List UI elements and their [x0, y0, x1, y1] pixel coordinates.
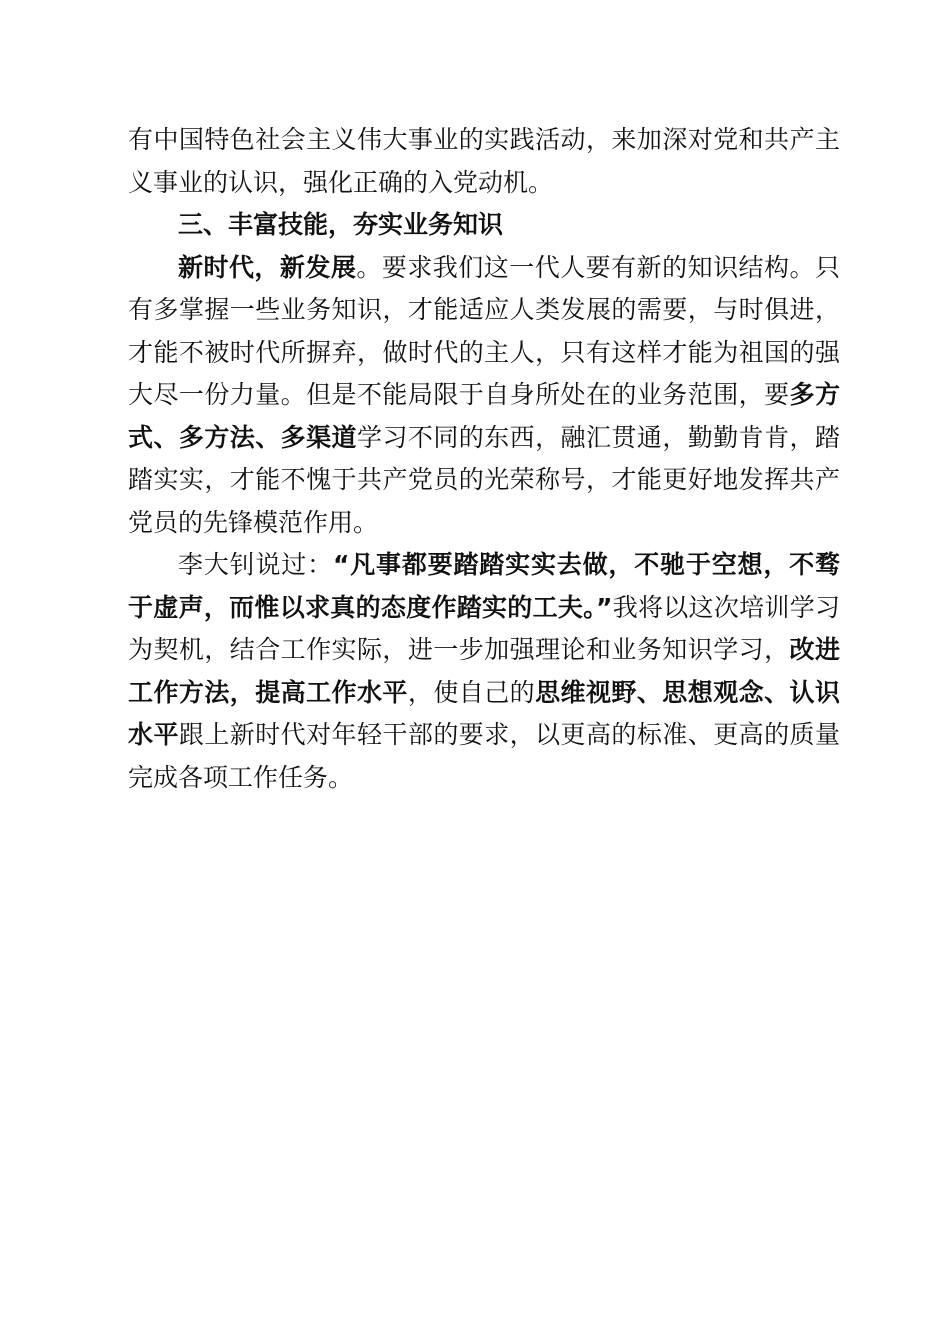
paragraph-text: ，使自己的	[407, 677, 536, 707]
bold-phrase: 改进工作方法，提高工作水平	[128, 635, 840, 707]
document-body	[128, 119, 840, 799]
paragraph-new-era	[128, 247, 840, 545]
paragraph-text: 有中国特色社会主义伟大事业的实践活动，来加深对党和共产主义事业的认识，强化正确的入党动机。	[128, 125, 840, 197]
paragraph-text: 跟上新时代对年轻干部的要求，以更高的标准、更高的质量完成各项工作任务。	[128, 720, 840, 792]
section-heading	[128, 204, 840, 247]
bold-phrase: 多方式、多方法、多渠道	[128, 380, 840, 452]
paragraph-continuation	[128, 119, 840, 204]
paragraph-text: 。要求我们这一代人要有新的知识结构。只有多掌握一些业务知识，才能适应人类发展的需要，与时俱进，才能不被时代所摒弃，做时代的主人，只有这样才能为祖国的强大尽一份力量。但是不能局限于自身所处在的业务范围，要	[128, 252, 840, 409]
paragraph-li-dazhao-quote	[128, 544, 840, 799]
bold-phrase: 新时代，新发展	[178, 252, 357, 282]
paragraph-text: 学习不同的东西，融汇贯通，勤勤肯肯，踏踏实实，才能不愧于共产党员的光荣称号，才能更好地发挥共产党员的先锋模范作用。	[128, 422, 840, 537]
bold-quote: “凡事都要踏踏实实去做，不驰于空想，不骛于虚声，而惟以求真的态度作踏实的工夫。”	[128, 550, 840, 622]
paragraph-text: 我将以这次培训学习为契机，结合工作实际，进一步加强理论和业务知识学习，	[128, 592, 840, 664]
section-heading-text: 三、丰富技能，夯实业务知识	[178, 210, 504, 239]
bold-phrase: 思维视野、思想观念、认识水平	[128, 677, 840, 749]
paragraph-text: 李大钊说过：	[178, 550, 333, 579]
